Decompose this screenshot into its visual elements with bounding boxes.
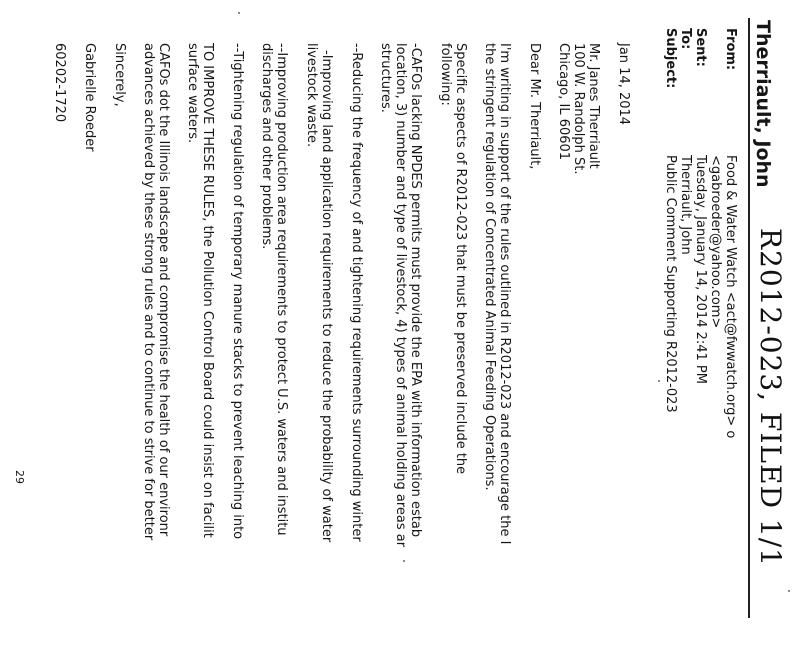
address-line: Chicago, IL 60601 xyxy=(556,43,571,161)
subject-label: Subject: xyxy=(663,28,678,89)
from-value-email: <gabroeder@yahoo.com> xyxy=(708,155,723,329)
from-value: Food & Water Watch <act@fwwatch.org> o xyxy=(723,155,738,439)
paragraph-line: I'm writing in support of the rules outlined in R2012-023 and encourage the I xyxy=(497,43,512,545)
sender-name: Therriault, John xyxy=(752,20,774,188)
bullet-production-area xyxy=(259,43,289,663)
improve-paragraph xyxy=(185,43,215,663)
paragraph-line: --Reducing the frequency of and tightening requirements surrounding winter xyxy=(349,43,364,542)
subject-value: Public Comment Supporting R2012-023 xyxy=(663,155,678,413)
bullet-land-application xyxy=(304,43,334,670)
sent-value: Tuesday, January 14, 2014 2:41 PM xyxy=(693,155,708,384)
sent-label: Sent: xyxy=(693,28,708,67)
address-line: Mr. Janes Therriault xyxy=(586,43,601,169)
paragraph-line: Specific aspects of R2012-023 that must be preserved include the xyxy=(453,43,468,475)
address-line: 100 W. Randolph St. xyxy=(571,43,586,175)
sign-off: Sincerely, xyxy=(112,43,127,107)
aspects-intro xyxy=(438,43,468,663)
zip-code: 60202-1720 xyxy=(52,43,67,123)
scan-speck xyxy=(658,380,660,382)
paragraph-line: discharges and other problems. xyxy=(259,43,274,250)
signature-name: Gabrielle Roeder xyxy=(82,43,97,152)
to-value: Therriault, John xyxy=(678,155,693,255)
paragraph-line: livestock waste. xyxy=(304,43,319,148)
bullet-winter xyxy=(349,43,364,663)
paragraph-line: TO IMPROVE THESE RULES, the Pollution Control Board could insist on facilit xyxy=(200,43,215,538)
letter-date: Jan 14, 2014 xyxy=(616,43,631,126)
bullet-npdes xyxy=(378,43,423,663)
paragraph-line: structures. xyxy=(378,43,393,113)
paragraph-line: CAFOs dot the Illinois landscape and compromise the health of our environr xyxy=(156,43,171,537)
paragraph-line: -CAFOs lacking NPDES permits must provide the EPA with information estab xyxy=(408,43,423,538)
salutation: Dear Mr. Therriault, xyxy=(527,43,542,170)
paragraph-line: surface waters. xyxy=(185,43,200,144)
paragraph-line: the stringent regulation of Concentrated Animal Feeding Operations. xyxy=(482,43,497,491)
paragraph-line: location, 3) number and type of livestock, 4) types of animal holding areas ar xyxy=(393,43,408,548)
to-label: To: xyxy=(678,28,693,50)
scan-speck xyxy=(238,12,240,14)
scan-speck xyxy=(788,590,790,592)
paragraph-line: --Improving production area requirements to protect U.S. waters and institu xyxy=(274,43,289,536)
page-number: 29 xyxy=(13,470,26,484)
paragraph-line: following: xyxy=(438,43,453,106)
paragraph-line: --Tightening regulation of temporary manure stacks to prevent leaching into xyxy=(230,43,245,540)
scan-speck xyxy=(403,560,405,562)
paragraph-line: -Improving land application requirements to reduce the probability of water xyxy=(319,50,334,543)
paragraph-line: advances achieved by these strong rules and to continue to strive for better xyxy=(141,43,156,541)
from-label: From: xyxy=(723,28,738,71)
filing-stamp: R2012-023, FILED 1/1 xyxy=(754,228,787,567)
recipient-address xyxy=(556,43,601,663)
header-divider xyxy=(748,18,750,618)
intro-paragraph xyxy=(482,43,512,663)
bullet-manure-stacks xyxy=(230,43,245,663)
closing-paragraph xyxy=(141,43,171,663)
